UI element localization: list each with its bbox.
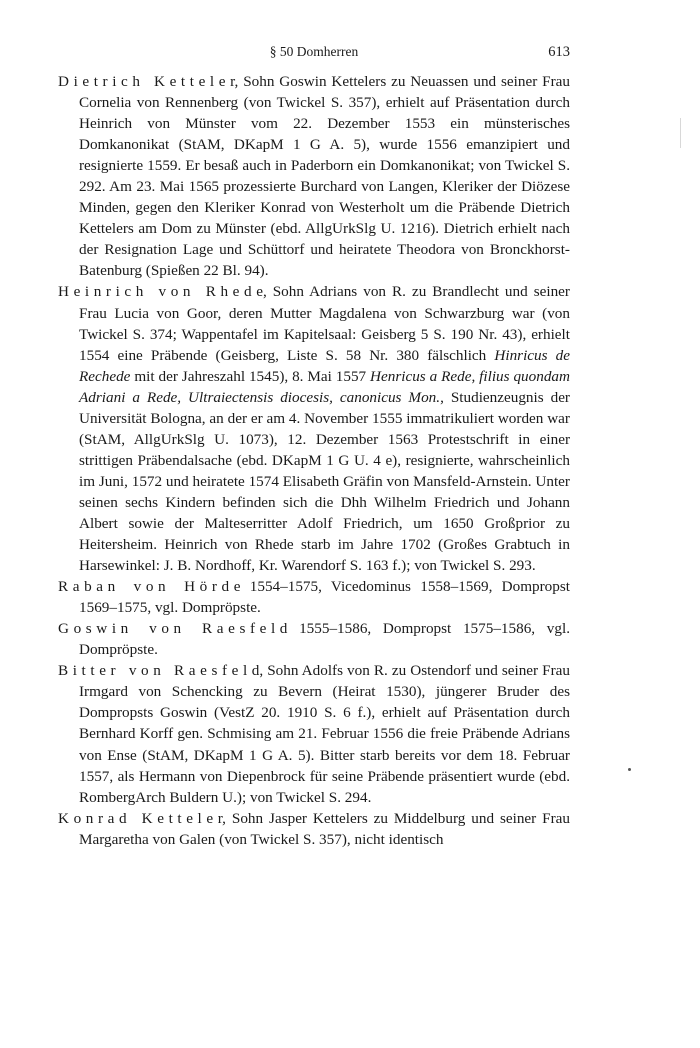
entry-text: , Sohn Adolfs von R. zu Ostendorf und seiner Frau Irmgard von Schencking zu Bevern (Heirat 1530), jüngerer Bruder des Dompropsts Goswin (VestZ 20. 1910 S. 6 f.), erhielt auf Präsentation durch Bernhard Korff gen. Schmising am 21. Februar 1556 die freie Präbende Adrians von Ense (StAM, DKapM 1 G A. 5). Bitter starb bereits vor dem 18. Februar 1557, als Hermann von Diepenbrock für seine Präbende präsentiert wurde (ebd. RombergArch Buldern U.); von Twickel S. 294. (79, 662, 570, 806)
entry-konrad-ketteler (58, 808, 570, 850)
entry-text: , Sohn Goswin Kettelers zu Neuassen und seiner Frau Cornelia von Rennenberg (von Twickel S. 357), erhielt auf Präsentation durch Heinrich von Münster vom 22. Dezember 1553 ein münsterisches Domkanonikat (StAM, DKapM 1 G A. 5), wurde 1556 emanzipiert und resignierte 1559. Er besaß auch in Paderborn ein Domkanonikat; von Twickel S. 292. Am 23. Mai 1565 prozessierte Burchard von Langen, Kleriker der Diözese Minden, gegen den Kleriker Konrad von Westerholt um die Präbende Dietrich Kettelers am Dom zu Münster (ebd. AllgUrkSlg U. 1216). Dietrich erhielt nach der Resignation Lage und Schüttorf und heiratete Theodora von Bronckhorst-Batenburg (Spießen 22 Bl. 94). (79, 73, 570, 280)
entry-heinrich-von-rhede (58, 281, 570, 576)
entry-text: , Sohn Adrians von R. zu Brandlecht und seiner Frau Lucia von Goor, deren Mutter Magdalena von Schwarzburg war (von Twickel S. 374; Wappentafel im Kapitelsaal: Geisberg 5 S. 190 Nr. 43), erhielt 1554 eine Präbende (Geisberg, Liste S. 58 Nr. 380 fälschlich (79, 283, 570, 364)
entry-text: mit der Jahreszahl 1545), 8. Mai 1557 (130, 367, 371, 385)
entry-name: Heinrich von Rhed (58, 283, 257, 301)
entry-raban-von-hoerde (58, 576, 570, 618)
entry-name: Konrad Kettele (58, 809, 218, 827)
entry-name-end: r (230, 73, 235, 90)
entry-name: Bitter von Raesfel (58, 662, 252, 680)
entry-text: 1555–1586, Dompropst 1575–1586, vgl. Dompröpste. (79, 620, 570, 659)
text-block (58, 71, 570, 850)
entry-name-end: d (279, 620, 288, 638)
entry-name: Dietrich Kettele (58, 73, 231, 90)
entry-text: 1554–1575, Vicedominus 1558–1569, Dompropst 1569–1575, vgl. Dompröpste. (79, 578, 570, 617)
entry-name-end: e (233, 578, 241, 596)
entry-name: Goswin von Raesfel (58, 620, 280, 638)
entry-goswin-von-raesfeld (58, 618, 570, 660)
running-title: § 50 Domherren (269, 44, 359, 59)
entry-dietrich-ketteler (58, 71, 570, 281)
entry-italic-text: Henricus a Rede, filius quondam Adriani a Rede, Ultraiectensis diocesis, canonicus Mon. (79, 367, 570, 406)
entry-name: Raban von Hörd (58, 578, 234, 596)
margin-mark (680, 118, 681, 148)
entry-name-end: e (256, 283, 263, 301)
entry-text: , Sohn Jasper Kettelers zu Middelburg und seiner Frau Margaretha von Galen (von Twickel S. 357), nicht identisch (79, 809, 570, 848)
stray-dot (628, 768, 631, 771)
entry-italic-text: Hinricus de Rechede (79, 346, 571, 385)
running-head (58, 44, 570, 64)
page-number: 613 (548, 44, 570, 60)
entry-name-end: r (217, 809, 223, 827)
entry-name-end: d (251, 662, 260, 680)
entry-bitter-von-raesfeld (58, 660, 570, 807)
entry-text: , Studienzeugnis der Universität Bologna, an der er am 4. November 1555 immatrikuliert worden war (StAM, AllgUrkSlg U. 1073), 12. Dezember 1563 Protestschrift in einer strittigen Präbendalsache (ebd. DKapM 1 G U. 4 e), resignierte, wahrscheinlich im Juni, 1572 und heiratete 1574 Elisabeth Gräfin von Mansfeld-Arnstein. Unter seinen sechs Kindern befinden sich die Dhh Wilhelm Friedrich und Johann Albert sowie der Malteserritter Adolf Friedrich, um 1650 Großprior zu Heitersheim. Heinrich von Rhede starb im Jahre 1702 (Großes Grabtuch in Harsewinkel: J. B. Nordhoff, Kr. Warendorf S. 163 f.); von Twickel S. 293. (79, 388, 570, 575)
